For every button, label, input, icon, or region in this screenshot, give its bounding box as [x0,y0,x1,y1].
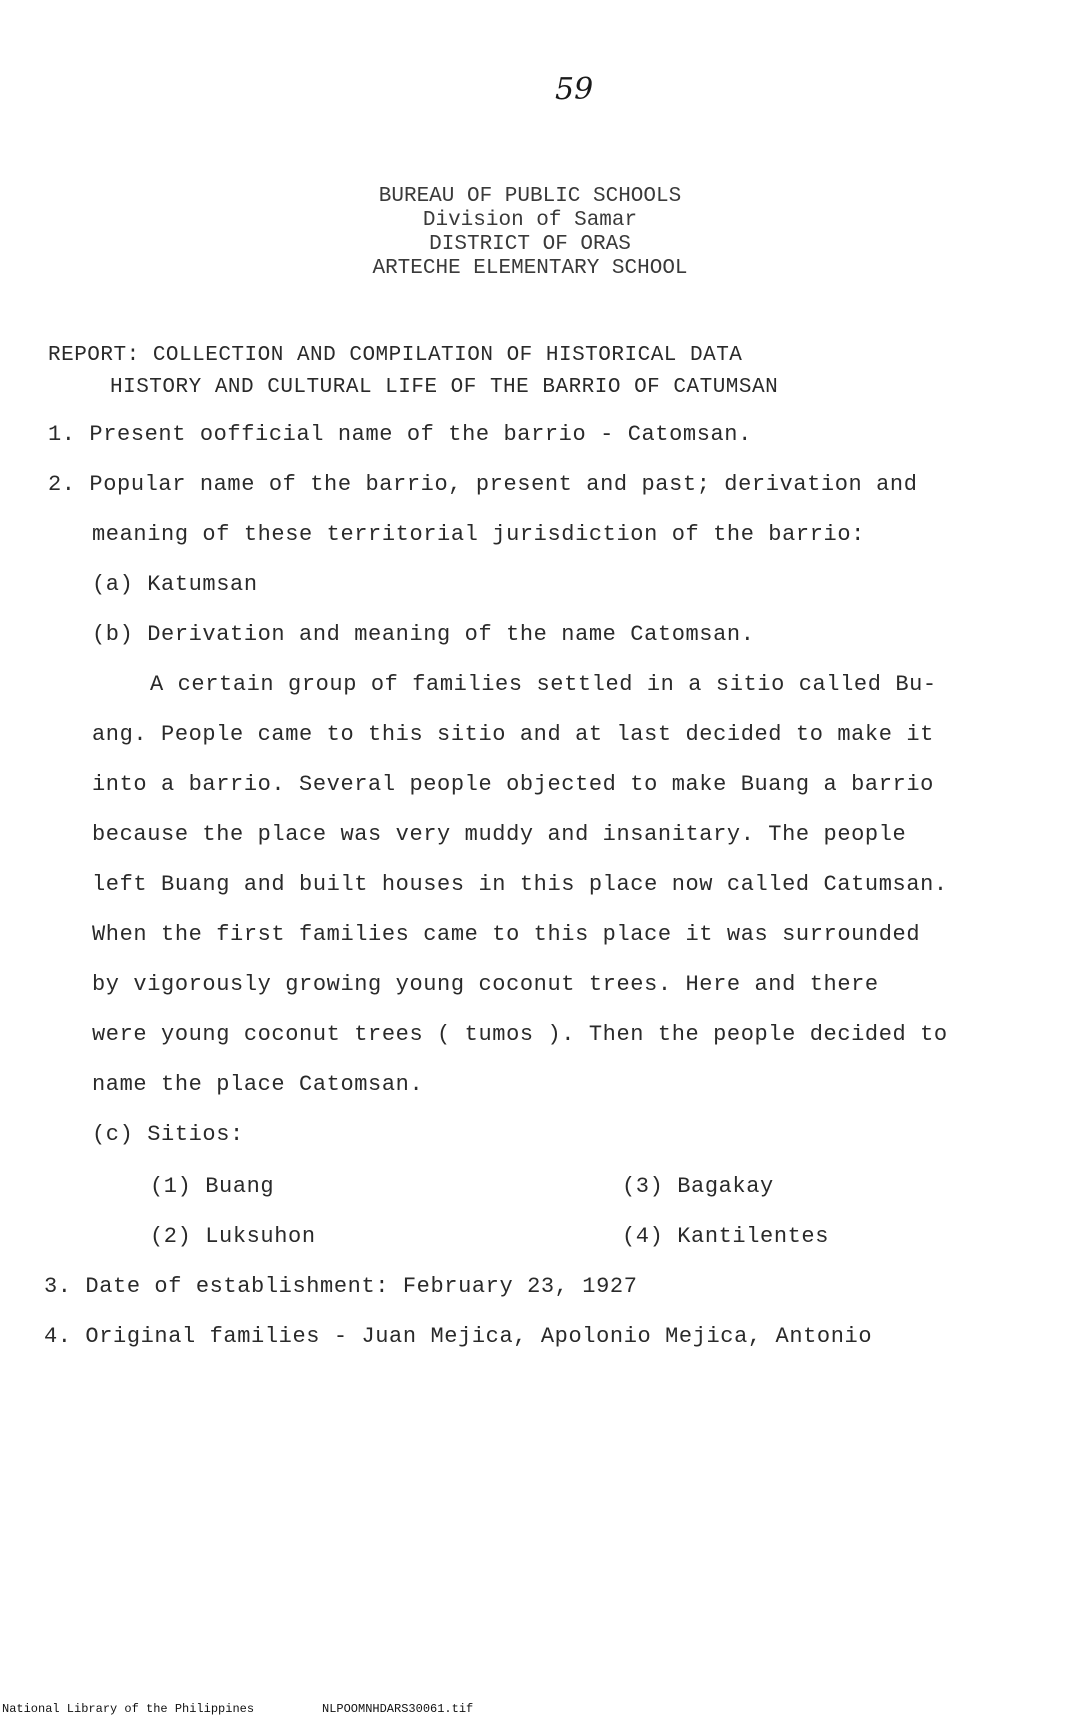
item-2-heading-cont: meaning of these territorial jurisdiction of the barrio: [92,522,865,547]
item-3-establishment: 3. Date of establishment: February 23, 1927 [44,1274,638,1299]
paragraph-line: into a barrio. Several people objected to make Buang a barrio [92,772,934,797]
item-4-original-families: 4. Original families - Juan Mejica, Apolonio Mejica, Antonio [44,1324,873,1349]
school-header [330,185,730,281]
sitio-2: (2) Luksuhon [150,1224,316,1249]
item-2-c: (c) Sitios: [92,1122,244,1147]
header-school: ARTECHE ELEMENTARY SCHOOL [372,257,688,280]
header-division: Division of Samar [422,209,638,232]
paragraph-line: ang. People came to this sitio and at last decided to make it [92,722,934,747]
item-2-heading: 2. Popular name of the barrio, present and past; derivation and [48,472,918,497]
paragraph-line: A certain group of families settled in a sitio called Bu- [150,672,937,697]
header-district: DISTRICT OF ORAS [429,233,631,256]
page-number: 59 [555,72,594,107]
item-2-b: (b) Derivation and meaning of the name Catomsan. [92,622,755,647]
paragraph-line: were young coconut trees ( tumos ). Then the people decided to [92,1022,948,1047]
sitio-3: (3) Bagakay [622,1174,774,1199]
sitio-1: (1) Buang [150,1174,275,1199]
footer-filename: NLPOOMNHDARS30061.tif [322,1702,474,1716]
item-1-official-name: 1. Present oofficial name of the barrio - Catomsan. [48,422,752,447]
report-title: REPORT: COLLECTION AND COMPILATION OF HISTORICAL DATA [48,344,743,367]
item-2-a: (a) Katumsan [92,572,258,597]
report-subtitle: HISTORY AND CULTURAL LIFE OF THE BARRIO OF CATUMSAN [110,376,779,399]
sitio-4: (4) Kantilentes [622,1224,830,1249]
paragraph-line: because the place was very muddy and insanitary. The people [92,822,907,847]
paragraph-line: left Buang and built houses in this place now called Catumsan. [92,872,948,897]
paragraph-line: name the place Catomsan. [92,1072,424,1097]
header-bureau: BUREAU OF PUBLIC SCHOOLS [378,185,682,208]
paragraph-line: When the first families came to this place it was surrounded [92,922,921,947]
footer-library: National Library of the Philippines [2,1702,255,1716]
paragraph-line: by vigorously growing young coconut trees. Here and there [92,972,879,997]
